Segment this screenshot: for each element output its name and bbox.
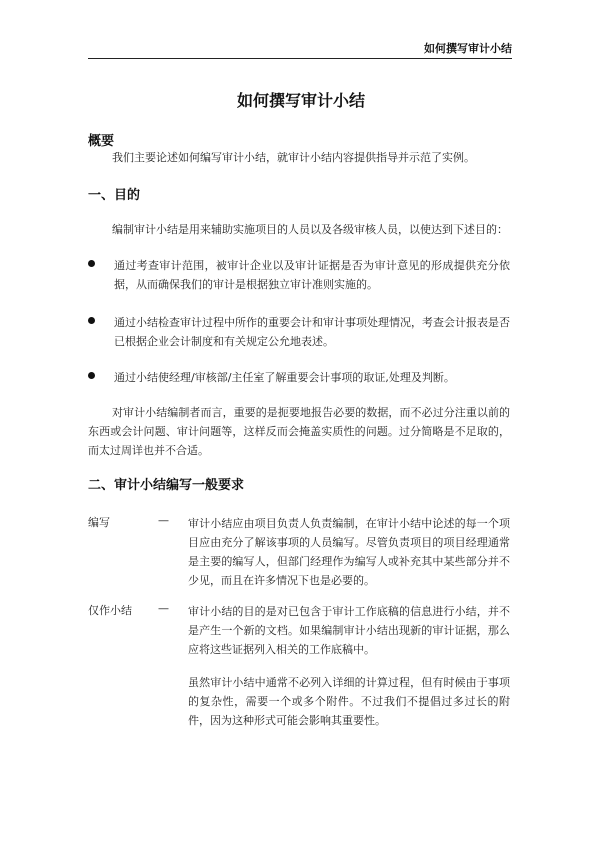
definition-term: 编写 bbox=[88, 516, 110, 529]
bullet-icon bbox=[88, 372, 95, 379]
definition-body-continued: 虽然审计小结中通常不必列入详细的计算过程，但有时候由于事项的复杂性，需要一个或多个附件。不过我们不提倡过多过长的附件，因为这种形式可能会影响其重要性。 bbox=[188, 676, 510, 727]
section2-heading: 二、审计小结编写一般要求 bbox=[88, 478, 245, 493]
document-title: 如何撰写审计小结 bbox=[236, 91, 365, 110]
bullet-text: 通过小结使经理/审核部/主任室了解重要会计事项的取证,处理及判断。 bbox=[114, 371, 455, 384]
definition-body: 审计小结应由项目负责人负责编制，在审计小结中论述的每一个项目应由充分了解该事项的人员编写。尽管负责项目的项目经理通常是主要的编写人，但部门经理作为编写人或补充其中某些部分并不少见，而且在许多情况下也是必要的。 bbox=[188, 517, 510, 587]
summary-text: 我们主要论述如何编写审计小结，就审计小结内容提供指导并示范了实例。 bbox=[112, 151, 475, 164]
section1-closing: 对审计小结编制者而言，重要的是扼要地报告必要的数据，而不必过分注重以前的东西或会计问题、审计问题等，这样反而会掩盖实质性的问题。过分简略是不足取的，而太过周详也并不合适。 bbox=[88, 406, 510, 457]
bullet-text: 通过考查审计范围，被审计企业以及审计证据是否为审计意见的形成提供充分依据，从而确保我们的审计是根据独立审计准则实施的。 bbox=[114, 259, 510, 291]
definition-body: 审计小结的目的是对已包含于审计工作底稿的信息进行小结，并不是产生一个新的文档。如果编制审计小结出现新的审计证据，那么应将这些证据列入相关的工作底稿中。 bbox=[188, 605, 510, 656]
bullet-text: 通过小结检查审计过程中所作的重要会计和审计事项处理情况，考查会计报表是否已根据企业会计制度和有关规定公允地表述。 bbox=[114, 316, 510, 348]
bullet-icon bbox=[88, 317, 95, 324]
section1-heading: 一、目的 bbox=[88, 188, 141, 203]
definition-term: 仅作小结 bbox=[88, 604, 132, 617]
definition-dash: — bbox=[158, 602, 169, 615]
section1-intro: 编制审计小结是用来辅助实施项目的人员以及各级审核人员，以使达到下述目的： bbox=[112, 223, 508, 236]
running-header-title: 如何撰写审计小结 bbox=[424, 42, 512, 55]
definition-dash: — bbox=[158, 514, 169, 527]
running-header bbox=[88, 36, 512, 59]
summary-heading: 概要 bbox=[88, 134, 115, 149]
bullet-icon bbox=[88, 260, 95, 267]
